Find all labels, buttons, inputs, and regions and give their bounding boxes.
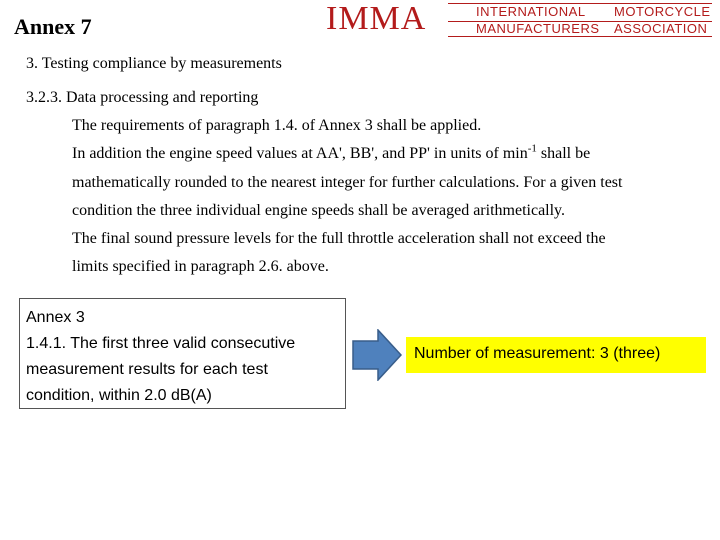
unit-exponent: -1 [527,142,537,155]
logo-rule-bottom [448,36,712,37]
paragraph-engine-speed-line2: mathematically rounded to the nearest integer for further calculations. For a given test [72,174,623,191]
page-title: Annex 7 [14,14,92,39]
imma-logo [326,2,716,36]
measurement-count-highlight: Number of measurement: 3 (three) [406,337,706,373]
logo-word-manufacturers: MANUFACTURERS [476,21,600,36]
paragraph-limits-line2: limits specified in paragraph 2.6. above. [72,258,329,275]
subsection-heading: 3.2.3. Data processing and reporting [26,89,259,106]
callout-line: condition, within 2.0 dB(A) [26,387,212,404]
paragraph-requirements: The requirements of paragraph 1.4. of Annex 3 shall be applied. [72,117,482,134]
annex3-callout-box [19,298,346,409]
callout-line: Annex 3 [26,309,85,326]
callout-line: 1.4.1. The first three valid consecutive [26,335,296,352]
callout-line: measurement results for each test [26,361,268,378]
engine-speed-text-end: shall be [536,145,591,162]
paragraph-engine-speed-line3: condition the three individual engine speeds shall be averaged arithmetically. [72,202,566,219]
logo-mark: IMMA [326,0,427,37]
logo-word-association: ASSOCIATION [614,21,708,36]
section-heading: 3. Testing compliance by measurements [26,55,282,72]
logo-word-international: INTERNATIONAL [476,4,586,19]
engine-speed-text: In addition the engine speed values at AA', BB', and PP' in units of min [72,145,528,162]
paragraph-limits-line1: The final sound pressure levels for the full throttle acceleration shall not exceed the [72,230,606,247]
logo-word-motorcycle: MOTORCYCLE [614,4,711,19]
paragraph-engine-speed-line1 [72,142,591,163]
right-arrow-icon [352,329,402,381]
